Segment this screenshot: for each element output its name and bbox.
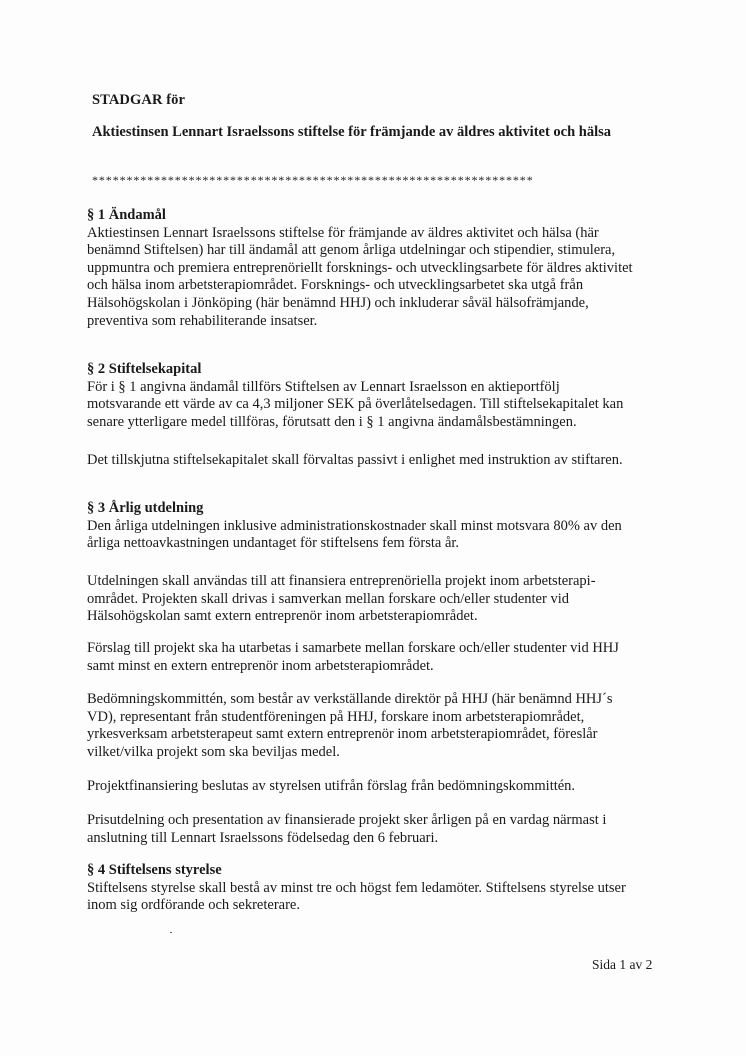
- section-paragraph: [87, 518, 667, 553]
- text-line: För i § 1 angivna ändamål tillförs Stiftelsen av Lennart Israelsson en aktieportfölj: [87, 378, 560, 395]
- text-line: vilket/vilka projekt som ska beviljas medel.: [87, 743, 340, 760]
- page-number: Sida 1 av 2: [592, 957, 653, 972]
- text-line: preventiva som rehabiliterande insatser.: [87, 312, 318, 329]
- text-line: anslutning till Lennart Israelssons födelsedag den 6 februari.: [87, 829, 439, 846]
- text-line: samt minst en extern entreprenör inom arbetsterapiområdet.: [87, 657, 434, 674]
- text-line: senare ytterligare medel tillföras, förutsatt den i § 1 angivna ändamålsbestämningen.: [87, 413, 577, 430]
- text-line: Det tillskjutna stiftelsekapitalet skall förvaltas passivt i enlighet med instruktion av stiftaren.: [87, 452, 623, 468]
- text-line: och hälsa inom arbetsterapiområdet. Forsknings- och utvecklingsarbetet ska utgå från: [87, 277, 584, 294]
- section-2-paragraph-2: [87, 452, 667, 470]
- section-heading: § 1 Ändamål: [87, 207, 166, 223]
- text-line: Projektfinansiering beslutas av styrelsen utifrån förslag från bedömningskommittén.: [87, 778, 576, 794]
- text-line: Aktiestinsen Lennart Israelssons stiftelse för främjande av äldres aktivitet och hälsa (här: [87, 224, 599, 241]
- text-line: Stiftelsens styrelse skall bestå av minst tre och högst fem ledamöter. Stiftelsens styrelse utser: [87, 879, 626, 896]
- section-3-paragraph-3: [87, 640, 667, 675]
- text-line: benämnd Stiftelsen) har till ändamål att genom årliga utdelningar och stipendier, stimulera,: [87, 242, 616, 259]
- text-line: området. Projekten skall drivas i samverkan mellan forskare och/eller studenter vid: [87, 590, 569, 607]
- text-line: Hälsohögskolan i Jönköping (här benämnd HHJ) och inkluderar såväl hälsofrämjande,: [87, 294, 589, 311]
- section-heading: § 4 Stiftelsens styrelse: [87, 862, 222, 878]
- section-paragraph: [87, 880, 667, 915]
- text-line: Bedömningskommittén, som består av verkställande direktör på HHJ (här benämnd HHJ´s: [87, 691, 613, 707]
- text-line: yrkesverksam arbetsterapeut samt extern entreprenör inom arbetsterapiområdet, föreslår: [87, 726, 598, 743]
- section-heading: § 3 Årlig utdelning: [87, 500, 204, 516]
- section-1: [87, 207, 667, 330]
- section-paragraph: [87, 225, 667, 331]
- section-heading: § 2 Stiftelsekapital: [87, 361, 202, 377]
- section-4: [87, 862, 667, 915]
- document-title: STADGAR för: [92, 92, 186, 108]
- document-subtitle: Aktiestinsen Lennart Israelssons stiftelse för främjande av äldres aktivitet och hälsa: [92, 124, 612, 140]
- section-3: [87, 500, 667, 553]
- text-line: Prisutdelning och presentation av finansierade projekt sker årligen på en vardag närmast i: [87, 812, 607, 828]
- text-line: Utdelningen skall användas till att finansiera entreprenöriella projekt inom arbetsterapi-: [87, 573, 596, 589]
- text-line: inom sig ordförande och sekreterare.: [87, 897, 300, 914]
- separator-line: ****************************************************************: [92, 173, 534, 187]
- text-line: uppmuntra och premiera entreprenöriellt forsknings- och utvecklingsarbete för äldres aktivitet: [87, 259, 633, 276]
- section-3-paragraph-2: [87, 573, 667, 626]
- section-3-paragraph-6: [87, 812, 667, 847]
- text-line: Förslag till projekt ska ha utarbetas i samarbete mellan forskare och/eller studenter vid HHJ: [87, 640, 619, 656]
- section-3-paragraph-4: [87, 691, 667, 761]
- text-line: Den årliga utdelningen inklusive administrationskostnader skall minst motsvara 80% av den: [87, 517, 622, 534]
- scan-speck: [170, 932, 172, 933]
- section-paragraph: [87, 379, 667, 432]
- text-line: Hälsohögskolan samt extern entreprenör inom arbetsterapiområdet.: [87, 608, 478, 625]
- text-line: motsvarande ett värde av ca 4,3 miljoner SEK på överlåtelsedagen. Till stiftelsekapitalet kan: [87, 396, 624, 413]
- section-2: [87, 361, 667, 431]
- section-3-paragraph-5: [87, 778, 667, 796]
- text-line: VD), representant från studentföreningen på HHJ, forskare inom arbetsterapiområdet,: [87, 708, 585, 725]
- text-line: årliga nettoavkastningen undantaget för stiftelsens fem första år.: [87, 535, 460, 552]
